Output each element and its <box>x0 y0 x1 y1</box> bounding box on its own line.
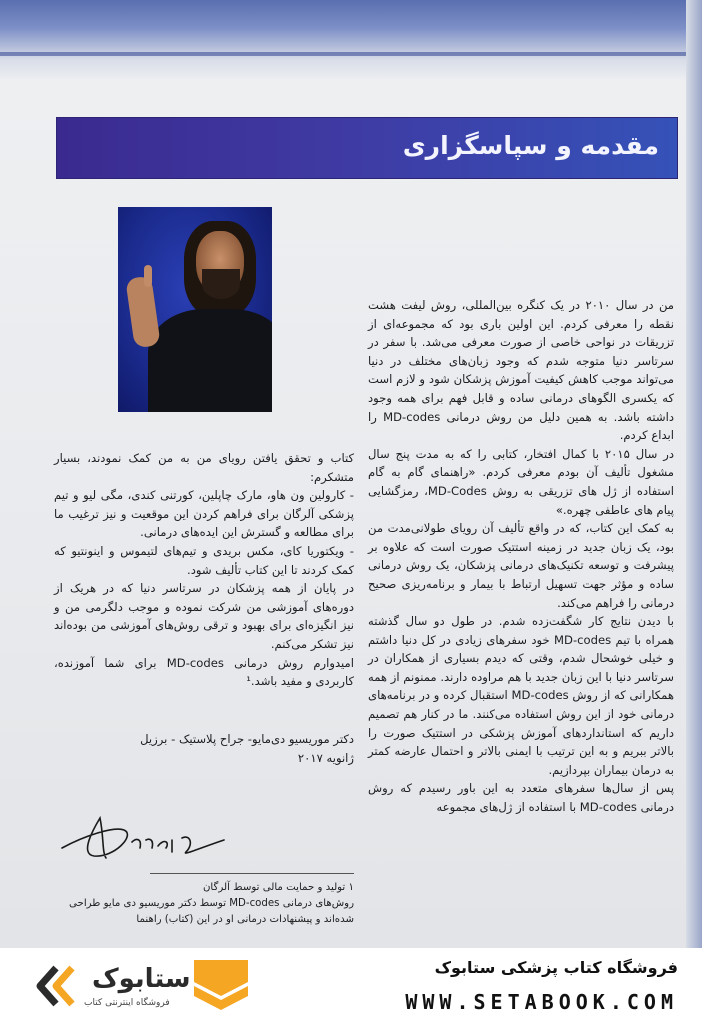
chapter-title: مقدمه و سپاسگزاری <box>402 131 659 160</box>
footnote <box>54 880 354 928</box>
signoff-block <box>54 730 354 767</box>
footnote-rule <box>150 873 354 874</box>
page-top-rule <box>0 52 702 56</box>
photo-shirt <box>148 309 272 412</box>
handwritten-signature-icon <box>54 808 234 868</box>
paragraph: پس از سال‌ها سفرهای متعدد به این باور رسیدم که روش درمانی MD-codes با استفاده از ژل‌های مجموعه <box>368 781 674 815</box>
logo-tagline: فروشگاه اینترنتی کتاب <box>84 998 170 1008</box>
store-banner <box>0 948 702 1024</box>
left-text-column <box>54 449 354 691</box>
signoff-date: ژانویه ۲۰۱۷ <box>297 750 354 765</box>
paragraph: با دیدن نتایج کار شگفت‌زده شدم. در طول دو سال گذشته همراه با تیم MD-codes خود سفرهای زیادی در کل دنیا داشتم و خیلی خوشحال شدم، وقتی که دیدم بسیاری از همکاران در سرتاسر دنیا با این زبان جدید با هم مراوده دارند. ممنونم از همه همکارانی که از روش MD-codes استقبال کرده و در برنامه‌های درمانی خود از این روش استفاده می‌کنند. ما در کنار هم تصمیم داریم که استانداردهای آموزش پزشکی در استتیک صورت را بالاتر ببریم و به این ترتیب با ایمنی بالاتر و احتمال عارضه کمتر به درمان بیماران بپردازیم. <box>368 614 675 777</box>
store-url[interactable]: WWW.SETABOOK.COM <box>405 990 678 1014</box>
page-edge <box>686 0 702 948</box>
paragraph: - کارولین ون هاو، مارک چاپلین، کورتنی کندی، مگی لیو و تیم پزشکی آلرگان برای فراهم کردن این موقعیت و نیز ترغیب ما برای مطالعه و گسترش این ایده‌های درمانی. <box>54 488 354 540</box>
paragraph: کتاب و تحقق یافتن رویای من به من کمک نمودند، بسیار متشکرم: <box>54 451 354 484</box>
photo-pointing-finger <box>144 265 152 287</box>
chapter-title-bar <box>56 117 678 179</box>
photo-beard <box>202 269 240 299</box>
logo-wordmark: ستابوک <box>92 964 191 994</box>
page-top-band <box>0 0 702 80</box>
author-photo <box>118 207 272 412</box>
paragraph: من در سال ۲۰۱۰ در یک کنگره بین‌المللی، روش لیفت هشت نقطه را معرفی کردم. این اولین باری بود که مجموعه‌ای از تزریقات در نواحی خاصی از صورت معرفی می‌شد. با سفر در سرتاسر دنیا متوجه شدم که وجود زبان‌های مختلف در دنیا می‌تواند موجب کاهش کیفیت آموزش پزشکان شود و لازم است که یکسری الگوهای درمانی ساده و قابل فهم برای همه وجود داشته باشد. به همین دلیل من روش درمانی MD-codes را ابداع کردم. <box>368 298 674 443</box>
photo-raised-hand <box>125 276 160 349</box>
store-name: فروشگاه کتاب پزشکی ستابوک <box>434 958 678 977</box>
signoff-author: دکتر موریسیو دی‌مایو- جراح پلاستیک - برزیل <box>140 732 354 746</box>
book-badge-icon <box>188 956 254 1016</box>
paragraph: امیدوارم روش درمانی MD-codes برای شما آموزنده، کاربردی و مفید باشد.¹ <box>54 655 354 689</box>
paragraph: - ویکتوریا کای، مکس بریدی و تیم‌های لتیموس و اینونتیو که کمک کردند تا این کتاب تألیف شود. <box>54 543 354 577</box>
paragraph: در پایان از همه پزشکان در سرتاسر دنیا که در هریک از دوره‌های آموزشی من شرکت نموده و موجب دلگرمی من و نیز انگیزه‌ای برای بهبود و ترقی روش‌های آموزشی من بوده‌اند نیز تشکر می‌کنم. <box>54 581 354 651</box>
paragraph: به کمک این کتاب، که در واقع تألیف آن رویای طولانی‌مدت من بود، یک زبان جدید در زمینه استتیک صورت است که علاوه بر پیشرفت و توسعه تکنیک‌های درمانی پزشکان، یک روش درمانی ساده و مؤثر جهت تسهیل ارتباط با بیمار و برنامه‌ریزی صحیح درمانی را فراهم می‌کند. <box>368 521 674 610</box>
setabook-logo <box>22 958 191 1014</box>
paragraph: در سال ۲۰۱۵ با کمال افتخار، کتابی را که به مدت پنج سال مشغول تألیف آن بودم معرفی کردم. «راهنمای گام به گام استفاده از ژل های تزریقی به روش MD-Codes، رمزگشایی پیام های عاطفی چهره.» <box>368 446 675 517</box>
logo-arrows-icon <box>22 958 82 1014</box>
footnote-heading: ۱ تولید و حمایت مالی توسط آلرگان <box>202 882 354 893</box>
footnote-text: روش‌های درمانی MD-codes توسط دکتر موریسیو دی مایو طراحی شده‌اند و پیشنهادات درمانی او در این (کتاب) راهنما <box>69 898 354 925</box>
right-text-column <box>368 296 674 817</box>
